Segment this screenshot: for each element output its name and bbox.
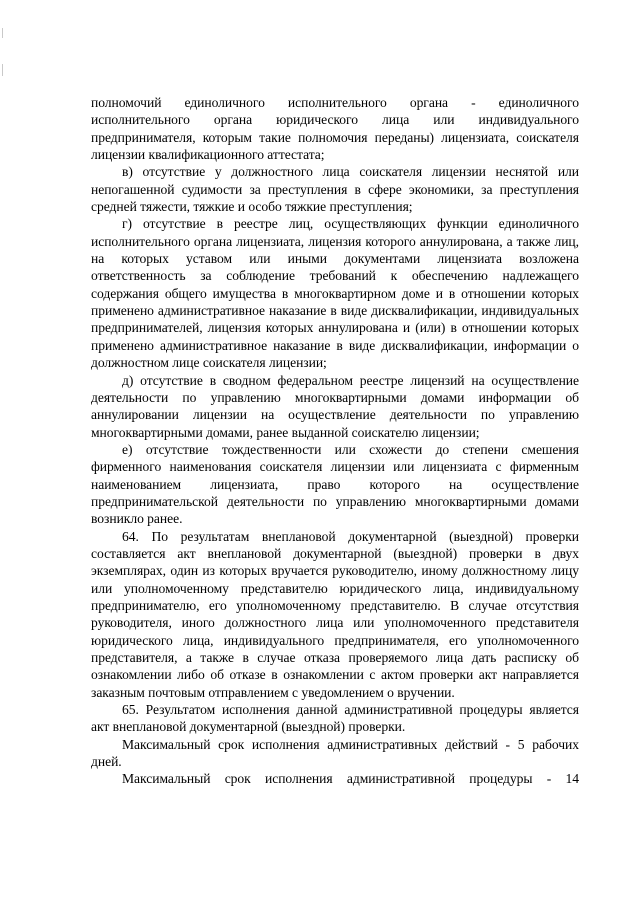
paragraph-max-procedure-term: Максимальный срок исполнения административной процедуры - 14: [122, 771, 579, 787]
scan-edge-mark: [2, 64, 3, 76]
scan-edge-mark: [2, 28, 3, 38]
paragraph-max-actions-term: Максимальный срок исполнения административных действий - 5 рабочих дней.: [91, 736, 579, 770]
paragraph-65: 65. Результатом исполнения данной административной процедуры является акт внеплановой документарной (выездной) проверки.: [91, 702, 579, 735]
paragraph-item-d: д) отсутствие в сводном федеральном реестре лицензий на осуществление деятельности по управлению многоквартирными домами информации об аннулировании лицензии на осуществление деятельности по управлению многоквартирными домами, ранее выданной соискателю лицензии;: [91, 372, 579, 440]
paragraph-continuation: полномочий единоличного исполнительного органа - единоличного исполнительного органа юридического лица или индивидуального предпринимателя, которым такие полномочия переданы) лицензиата, соискателя лицензии квалификационного аттестата;: [91, 95, 579, 163]
paragraph-item-v: в) отсутствие у должностного лица соискателя лицензии неснятой или непогашенной судимости за преступления в сфере экономики, за преступления средней тяжести, тяжкие и особо тяжкие преступления;: [91, 164, 579, 215]
paragraph-64: 64. По результатам внеплановой документарной (выездной) проверки составляется акт внеплановой документарной (выездной) проверки в двух экземплярах, один из которых вручается руководителю, иному должностному лицу или уполномоченному представителю юридического лица, индивидуальному предпринимателю, его уполномоченному представителю. В случае отсутствия руководителя, иного должностного лица или уполномоченного представителя юридического лица, индивидуального предпринимателя, его уполномоченного представителя, а также в случае отказа проверяемого лица дать расписку об ознакомлении либо об отказе в ознакомлении с актом проверки акт направляется заказным почтовым отправлением с уведомлением о вручении.: [91, 528, 579, 700]
document-body: [91, 94, 579, 788]
paragraph-item-e: е) отсутствие тождественности или схожести до степени смешения фирменного наименования соискателя лицензии или лицензиата с фирменным наименованием лицензиата, право которого на осуществление предпринимательской деятельности по управлению многоквартирными домами возникло ранее.: [91, 441, 579, 527]
paragraph-item-g: г) отсутствие в реестре лиц, осуществляющих функции единоличного исполнительного органа лицензиата, лицензия которого аннулирована, а также лиц, на которых уставом или иными документами лицензиата возложена ответственность за соблюдение требований к обеспечению надлежащего содержания общего имущества в многоквартирном доме и в отношении которых применено административное наказание в виде дисквалификации, индивидуальных предпринимателей, лицензия которых аннулирована и (или) в отношении которых применено административное наказание в виде дисквалификации, информации о должностном лице соискателя лицензии;: [91, 216, 579, 371]
